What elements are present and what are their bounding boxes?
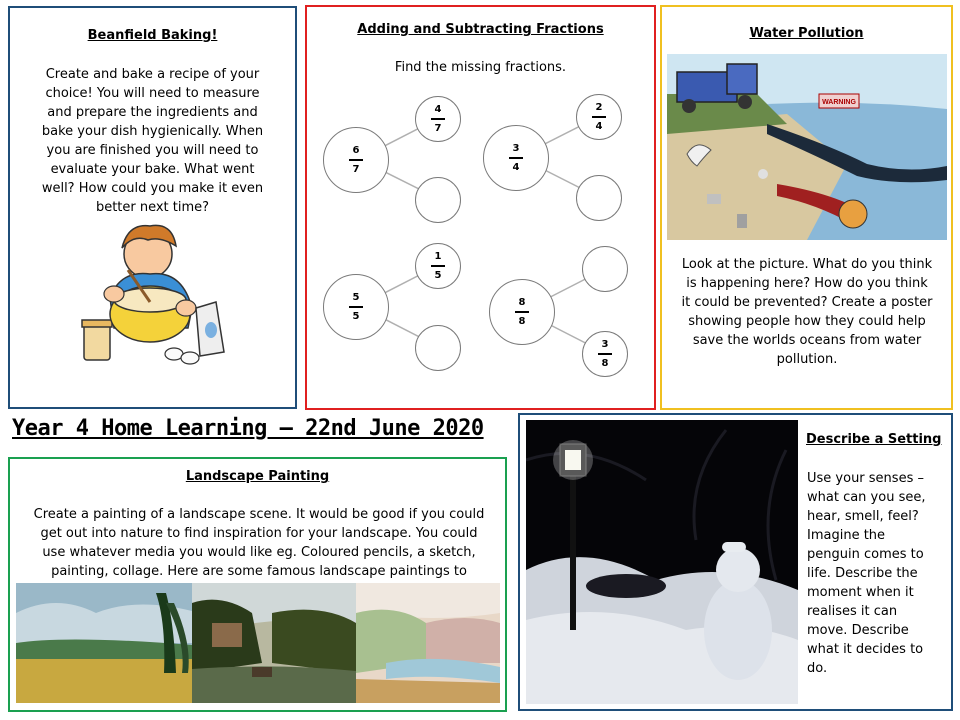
pollution-panel (660, 5, 953, 410)
snowy-night-photo (526, 420, 798, 704)
fraction-answer-circle[interactable] (415, 177, 461, 223)
baking-body: Create and bake a recipe of your choice! You will need to measure and prepare the ingredients and bake your dish hygienically. When you are finished you will need to evaluate your bake. What went well? How could you make it even better next time? (41, 67, 264, 215)
pollution-title: Water Pollution (749, 26, 864, 41)
baking-child-illustration (10, 8, 299, 411)
setting-body: Use your senses – what can you see, hear, smell, feel? Imagine the penguin comes to life. Describe the moment when it realises it can move. Describe what it decides to do. (807, 471, 926, 676)
landscape-painting-river (356, 583, 500, 703)
setting-title: Describe a Setting (806, 432, 942, 447)
fraction-part-circle: 4 7 (415, 96, 461, 142)
fractions-title: Adding and Subtracting Fractions (357, 22, 604, 37)
landscape-body: Create a painting of a landscape scene. It would be good if you could get out into nature to find inspiration for your landscape. You could use whatever media you would like eg. Coloured pencils, a sketch, painting, collage. Here are some famous landscape paintings to (33, 507, 485, 579)
pollution-beach-illustration (667, 54, 947, 240)
baking-panel (8, 6, 297, 409)
fraction-whole-circle: 6 7 (323, 127, 389, 193)
fraction-part-circle: 3 8 (582, 331, 628, 377)
pollution-body: Look at the picture. What do you think is happening here? How do you think it could be prevented? Create a poster showing people how they could help save the worlds oceans from water pollution. (681, 257, 933, 367)
fraction-whole-circle: 8 8 (489, 279, 555, 345)
setting-panel (518, 413, 953, 711)
landscape-painting-haywain (192, 583, 356, 703)
baking-title: Beanfield Baking! (87, 28, 218, 43)
warning-sign: WARNING (822, 99, 856, 106)
page-heading: Year 4 Home Learning – 22nd June 2020 (12, 416, 484, 441)
fraction-whole-circle: 3 4 (483, 125, 549, 191)
landscape-title: Landscape Painting (185, 469, 330, 484)
landscape-painting-wheatfield (16, 583, 192, 703)
fraction-answer-circle[interactable] (582, 246, 628, 292)
fraction-part-circle: 1 5 (415, 243, 461, 289)
fraction-answer-circle[interactable] (576, 175, 622, 221)
fraction-part-circle: 2 4 (576, 94, 622, 140)
fractions-panel (305, 5, 656, 410)
landscape-panel (8, 457, 507, 712)
fraction-answer-circle[interactable] (415, 325, 461, 371)
fractions-instruction: Find the missing fractions. (394, 60, 567, 75)
fraction-whole-circle: 5 5 (323, 274, 389, 340)
